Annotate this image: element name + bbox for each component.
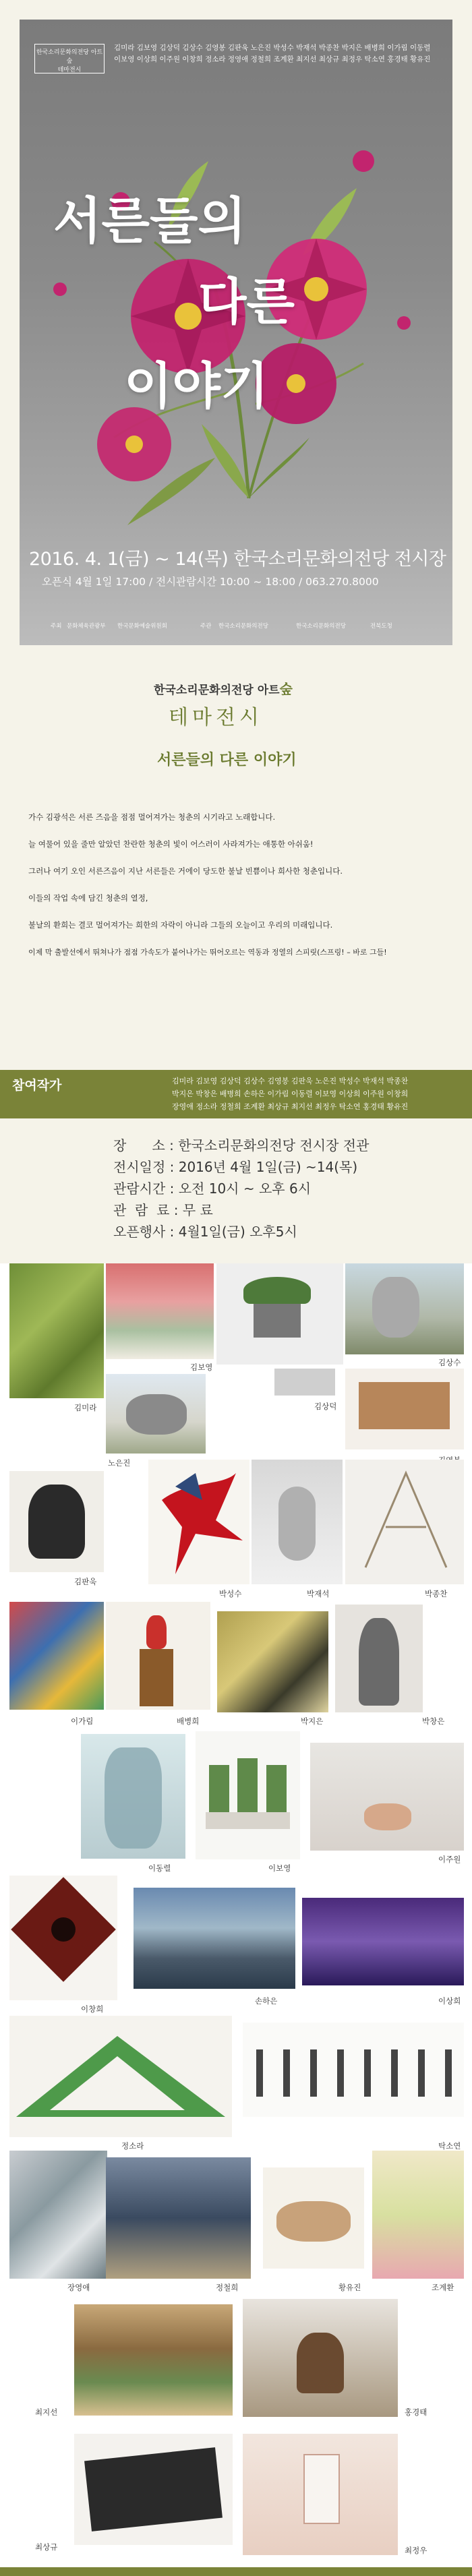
caption-jeongcheolhee: 정철희	[216, 2283, 239, 2292]
intro-paragraph-3: 그러나 여기 오인 서른즈음이 지난 서른들은 거에이 당도한 불날 빈쁨이나 희사한 청춘입니다.	[28, 866, 343, 876]
poster-title-line1: 서른들의	[53, 192, 246, 250]
sponsor-logo-3: 한국소리문화의전당	[218, 623, 268, 630]
artwork-kimsangdeok	[216, 1263, 343, 1365]
caption-sonhaeun: 손하은	[255, 1996, 278, 2006]
caption-jogyehwan: 조계환	[432, 2283, 454, 2292]
sponsor-logo-5: 전북도청	[370, 623, 392, 630]
artwork-jangyoungae	[9, 2151, 107, 2279]
artwork-kimpanuk	[9, 1471, 104, 1572]
artwork-choijeongwoo	[243, 2434, 398, 2555]
intro-section	[0, 657, 472, 1070]
sponsor-logo-2: 한국문화예술위원회	[117, 623, 167, 630]
artwork-kimsangsu	[345, 1263, 464, 1354]
caption-leeboyoung: 이보영	[268, 1863, 291, 1873]
artwork-jeongsora	[9, 2016, 232, 2137]
artwork-leechanghee	[9, 1876, 117, 2000]
caption-hwangyujin: 황유진	[338, 2283, 361, 2292]
artwork-leesanghee	[302, 1898, 464, 1985]
artwork-parkjieun	[217, 1611, 328, 1712]
artwork-choijiseon	[74, 2304, 233, 2416]
sponsor-logo-4: 한국소리문화의전당	[296, 623, 346, 630]
poster-card	[20, 20, 452, 645]
caption-kimpanuk: 김판욱	[74, 1577, 97, 1586]
poster-artist-list: 김미라 김보영 김상덕 김상수 김영봉 김판욱 노은진 박성수 박재석 박종찬 박지은 배병희 이가림 이동렬 이보영 이상희 이주원 이창희 정소라 정영애 정철희 조계환 최지선 최상규 최정우 탁소연 홍경태 황유진	[114, 44, 431, 63]
intro-paragraph-5: 불날의 환희는 결코 멀어져가는 희한의 자락이 아니라 그들의 오늘이고 우리의 미래입니다.	[28, 920, 333, 930]
participants-line-3: 장영애 정소라 정철희 조계환 최상규 최지선 최정우 탁소연 홍경태 황유진	[172, 1102, 409, 1111]
caption-jangyoungae: 장영애	[67, 2283, 90, 2292]
intro-paragraph-2: 늘 여물어 있을 줄만 알았던 찬란한 청춘의 빛이 어스러이 사라져가는 애통한 아쉬움!	[28, 839, 314, 849]
caption-leesanghee: 이상희	[438, 1996, 461, 2006]
theme-exhibition-logo	[34, 44, 105, 73]
logo-text: 한국소리문화의전당 아트숲 테마전시	[36, 49, 103, 73]
info-hours: 관람시간 : 오전 10시 ~ 오후 6시	[113, 1180, 312, 1197]
caption-hongkyungtae: 홍경태	[405, 2407, 427, 2417]
intro-logo-big: 테마전시	[169, 706, 263, 729]
artwork-parkjongchan	[345, 1460, 464, 1584]
caption-leegarim: 이가림	[71, 1716, 94, 1726]
caption-taksoyeon: 탁소연	[438, 2141, 461, 2151]
caption-baebyunghee: 배병희	[177, 1716, 200, 1726]
caption-leedongryeol: 이동렬	[148, 1863, 171, 1873]
poster-section	[0, 0, 472, 657]
caption-kimboyoung: 김보영	[190, 1362, 213, 1372]
caption-parkchangeun: 박창은	[422, 1716, 445, 1726]
caption-noeunjin: 노은진	[108, 1458, 131, 1468]
artwork-taksoyeon	[243, 2023, 464, 2117]
intro-logo-small: 한국소리문화의전당 아트	[154, 684, 280, 697]
intro-subtitle: 서른들의 다른 이야기	[157, 752, 297, 769]
host-label: 주최	[51, 623, 62, 630]
info-venue: 장 소 : 한국소리문화의전당 전시장 전관	[113, 1137, 370, 1154]
artwork-noeunjin	[106, 1374, 206, 1454]
participants-line-2: 박지은 박창은 배병희 손하은 이가림 이동렬 이보영 이상희 이주원 이창희	[172, 1089, 409, 1098]
caption-parksungsu: 박성수	[219, 1589, 242, 1598]
artwork-leeboyoung	[196, 1731, 300, 1859]
artwork-hwangyujin	[263, 2167, 364, 2269]
artwork-kimyoungbong	[345, 1369, 464, 1449]
participants-label: 참여작가	[12, 1078, 62, 1093]
caption-parkjaeseok: 박재석	[307, 1589, 330, 1598]
artwork-kimboyoung	[106, 1263, 214, 1359]
info-opening: 오픈행사 : 4월1일(금) 오후5시	[113, 1224, 297, 1240]
participants-line-1: 김미라 김보영 김상덕 김상수 김영봉 김판욱 노은진 박성수 박재석 박종찬	[172, 1077, 409, 1085]
artwork-parkjaeseok	[252, 1460, 343, 1584]
intro-paragraph-1: 가수 김광석은 서른 즈음을 점점 멀어져가는 청춘의 시기라고 노래합니다.	[28, 812, 276, 822]
poster-date: 2016. 4. 1(금) ~ 14(목) 한국소리문화의전당 전시장	[29, 549, 446, 570]
info-period: 전시일정 : 2016년 4월 1일(금) ~14(목)	[113, 1159, 358, 1175]
participants-names	[172, 1075, 469, 1113]
intro-logo	[154, 678, 293, 730]
organizer-label: 주관	[200, 623, 212, 630]
caption-kimmira: 김미라	[74, 1403, 97, 1412]
caption-leejuwon: 이주원	[438, 1855, 461, 1864]
artwork-jeongcheolhee	[106, 2157, 251, 2279]
intro-paragraph-4: 이들의 작업 속에 담긴 청춘의 열정,	[28, 893, 148, 903]
poster-opening-info: 오픈식 4월 1일 17:00 / 전시관람시간 10:00 ~ 18:00 / 063.270.8000	[42, 576, 379, 588]
exhibition-info	[0, 1118, 472, 1263]
artwork-baebyunghee	[106, 1602, 210, 1710]
poster-title-line2: 다른	[198, 273, 295, 331]
sponsor-logo-1: 문화체육관광부	[67, 623, 106, 630]
artwork-leejuwon	[310, 1743, 464, 1851]
caption-jeongsora: 정소라	[121, 2141, 144, 2151]
artwork-choisanggyu	[74, 2434, 233, 2545]
caption-kimsangdeok: 김상덕	[314, 1402, 337, 1411]
artwork-jogyehwan	[372, 2151, 464, 2279]
footer-bar	[0, 2567, 472, 2576]
artwork-leedongryeol	[81, 1734, 185, 1859]
artwork-sonhaeun	[134, 1888, 295, 1989]
caption-parkjongchan: 박종찬	[425, 1589, 448, 1598]
artwork-kimmira	[9, 1263, 104, 1398]
artwork-hongkyungtae	[243, 2299, 398, 2417]
caption-parkjieun: 박지은	[301, 1716, 324, 1726]
artwork-leegarim	[9, 1602, 104, 1710]
artwork-parkchangeun	[335, 1605, 423, 1712]
caption-leechanghee: 이창희	[81, 2004, 104, 2014]
participants-band	[0, 1070, 472, 1118]
info-fee: 관 람 료 : 무 료	[113, 1202, 213, 1218]
poster-title-line3: 이야기	[124, 357, 269, 415]
intro-logo-accent: 숲	[279, 681, 293, 697]
caption-kimsangsu: 김상수	[438, 1358, 461, 1367]
caption-choijeongwoo: 최정우	[405, 2546, 427, 2555]
artwork-parksungsu	[148, 1460, 249, 1584]
intro-paragraph-6: 이제 막 출발선에서 뛰쳐나가 점점 가속도가 붙어나가는 뛰어오르는 역동과 정열의 스피릿(스프링! – 바로 그들!	[28, 948, 387, 957]
caption-choijiseon: 최지선	[35, 2407, 58, 2417]
caption-choisanggyu: 최상규	[35, 2542, 58, 2552]
artwork-kimsangdeok-2	[274, 1369, 335, 1396]
